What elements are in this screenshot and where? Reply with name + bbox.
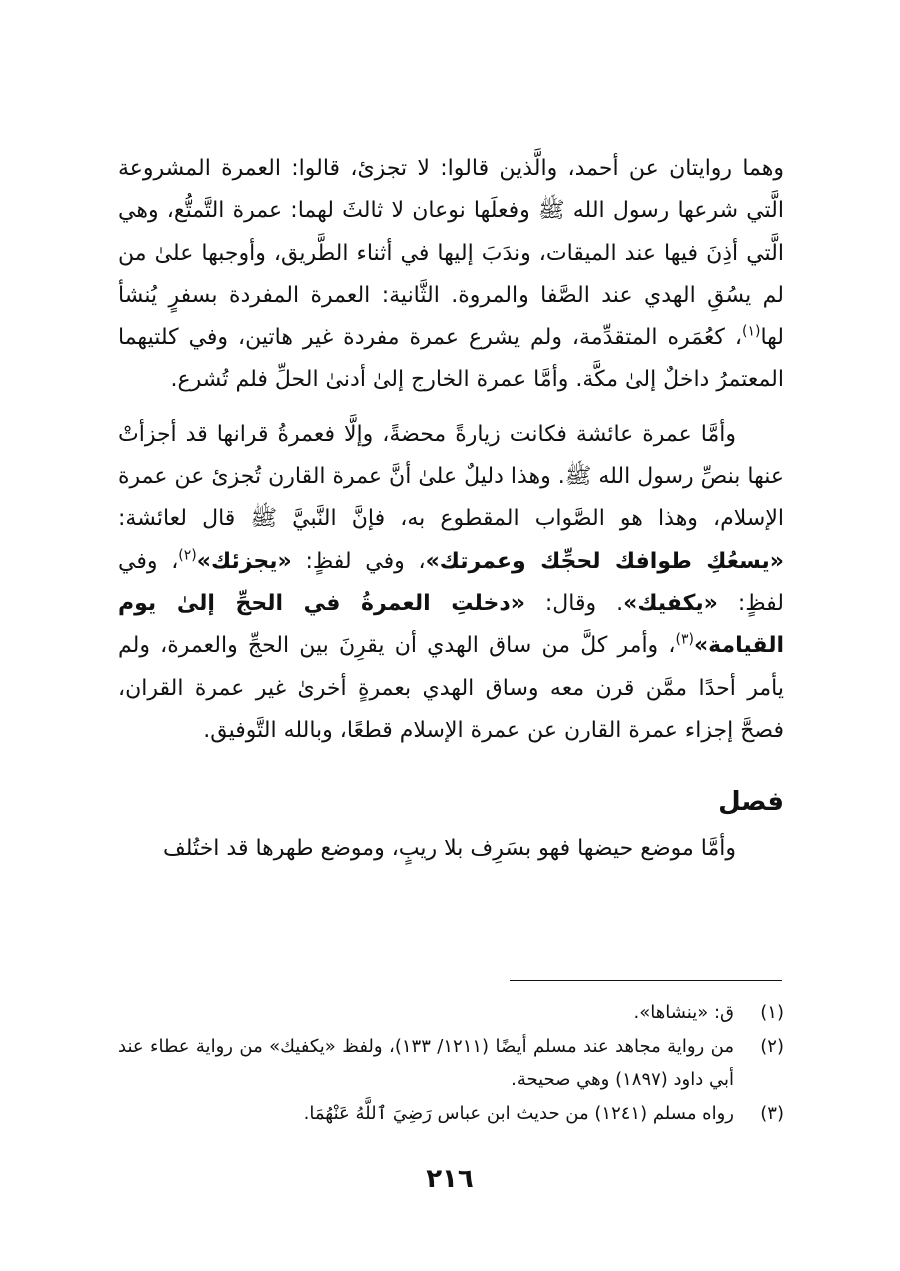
paragraph-2-text-b: ، وفي لفظٍ:	[291, 548, 426, 574]
footnote-number: (١)	[760, 1002, 784, 1023]
footnote-3	[118, 1097, 784, 1131]
footnote-ref-1: (١)	[741, 323, 761, 340]
footnote-number: (٣)	[760, 1102, 784, 1124]
paragraph-2-text-e: ، وأمر كلَّ من ساق الهدي أن يقرِنَ بين الحجِّ والعمرة، ولم يأمر أحدًا ممَّن قرن معه وساق الهدي بعمرةٍ أخرىٰ غير عمرة القران، فصحَّ إجزاء عمرة القارن عن عمرة الإسلام قطعًا، وبالله التَّوفيق.	[118, 633, 784, 743]
paragraph-3: وأمَّا موضع حيضها فهو بسَرِف بلا ريبٍ، وموضع طهرها قد اختُلف	[163, 836, 736, 862]
footnote-text: رواه مسلم (١٢٤١) من حديث ابن عباس رَضِيَ ٱللَّهُ عَنْهُمَا.	[303, 1102, 734, 1124]
paragraph-1	[118, 148, 784, 402]
hadith-quote-1: «يسعُكِ طوافك لحجِّك وعمرتك»	[425, 548, 784, 574]
hadith-quote-2: «يجزئك»	[196, 548, 292, 574]
footnote-text: من رواية مجاهد عند مسلم أيضًا (١٢١١/ ١٣٣)، ولفظ «يكفيك» من رواية عطاء عند أبي داود (١٨٩٧) وهي صحيحة.	[118, 1035, 734, 1090]
hadith-quote-4: «دخلتِ العمرةُ في الحجِّ إلىٰ يوم القيامة»	[118, 590, 784, 659]
paragraph-1-text-b: ، كعُمَره المتقدِّمة، ولم يشرع عمرة مفردة غير هاتين، وفي كلتيهما المعتمرُ داخلٌ إلىٰ مكَّة. وأمَّا عمرة الخارج إلىٰ أدنىٰ الحلِّ فلم تُشرع.	[118, 325, 784, 393]
paragraph-1-text-a: وهما روايتان عن أحمد، والَّذين قالوا: لا تجزئ، قالوا: العمرة المشروعة الَّتي شرعها رسول الله ﷺ وفعلَها نوعان لا ثالثَ لهما: عمرة التَّمتُّع، وهي الَّتي أذِنَ فيها عند الميقات، وندَبَ إليها في أثناء الطَّريق، وأوجبها علىٰ من لم يسُقِ الهدي عند الصَّفا والمروة. الثَّانية: العمرة المفردة بسفرٍ يُنشأ لها	[118, 156, 784, 351]
footnote-1	[118, 996, 784, 1030]
paragraph-2-text-c: ، وفي لفظٍ:	[118, 548, 784, 616]
footnote-ref-3: (٣)	[675, 631, 694, 648]
footnote-ref-2: (٢)	[178, 547, 197, 564]
hadith-quote-3: «يكفيك»	[623, 590, 718, 616]
footnote-number: (٢)	[760, 1035, 784, 1057]
paragraph-2-text-a: وأمَّا عمرة عائشة فكانت زيارةً محضةً، وإلَّا فعمرةُ قرانها قد أجزأتْ عنها بنصِّ رسول الله ﷺ. وهذا دليلٌ علىٰ أنَّ عمرة القارن تُجزئ عن عمرة الإسلام، وهذا هو الصَّواب المقطوع به، فإنَّ النَّبيَّ ﷺ قال لعائشة:	[118, 421, 784, 532]
paragraph-2	[118, 414, 784, 752]
footnote-2	[118, 1030, 784, 1097]
footnote-text: ق: «ينشاها».	[633, 1002, 734, 1023]
paragraph-2-text-d: . وقال:	[524, 590, 624, 616]
page-number: ٢١٦	[426, 1164, 474, 1194]
section-title: فصل	[718, 787, 784, 818]
footnotes	[118, 996, 784, 1130]
main-text	[118, 148, 784, 870]
footnote-separator	[510, 980, 782, 981]
